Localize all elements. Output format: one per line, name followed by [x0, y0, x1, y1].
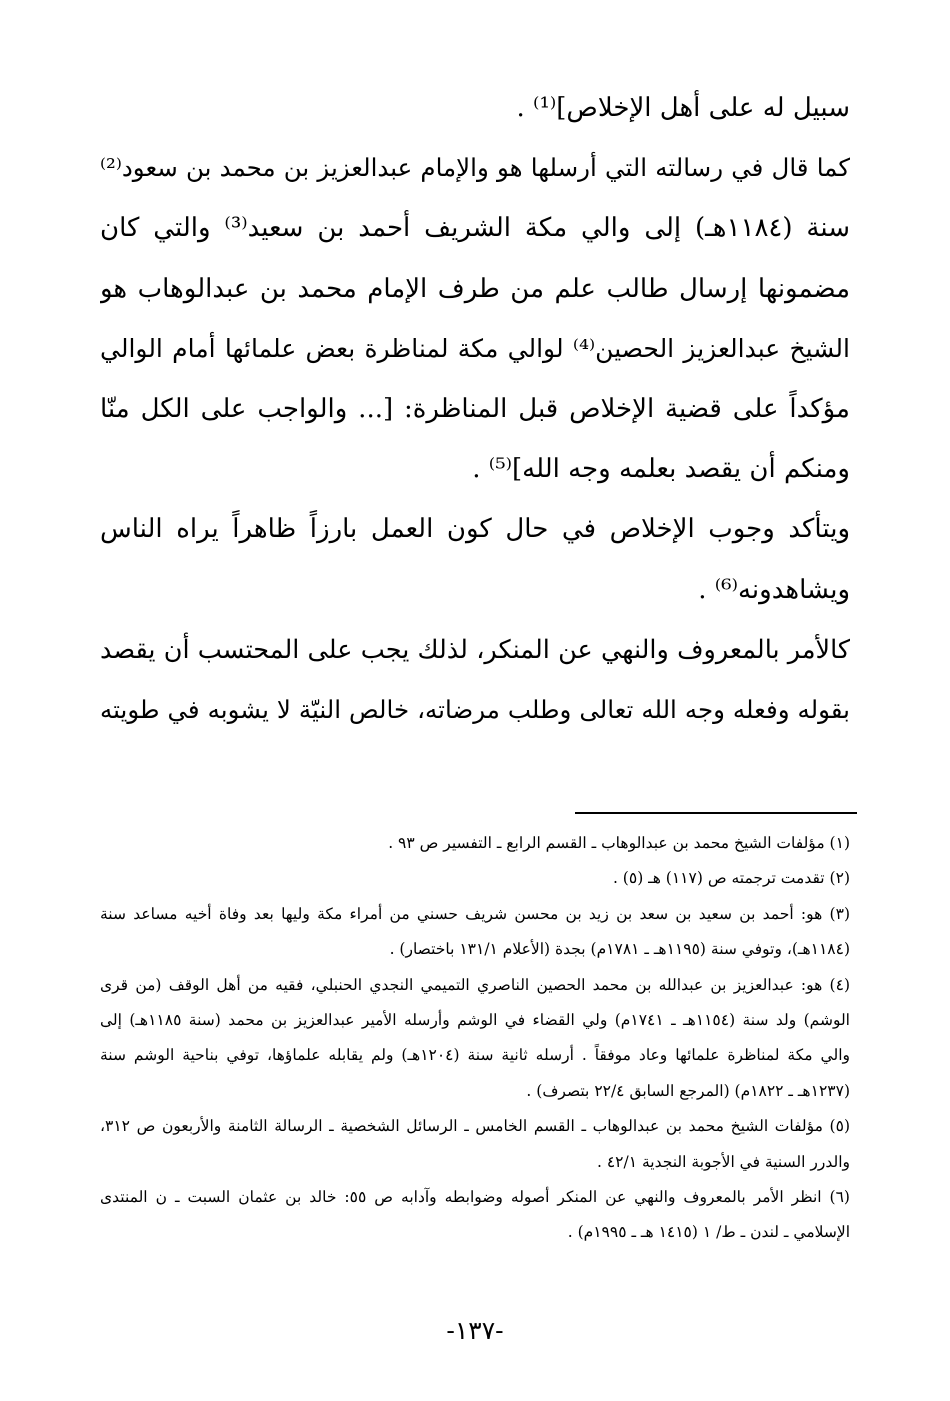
main-line-1: سبيل له على أهل الإخلاص]⁽¹⁾ .	[516, 93, 850, 123]
footnote-line: (٣) هو: أحمد بن سعيد بن سعد بن زيد بن محسن شريف حسني من أمراء مكة وليها بعد وفاة أخيه مساعد سنة	[100, 904, 850, 923]
footnote-line: (٢) تقدمت ترجمته ص (١١٧) هـ (٥) .	[612, 869, 850, 888]
footnote-line: (١١٨٤هـ)، وتوفي سنة (١١٩٥هـ ـ ١٧٨١م) بجدة (الأعلام ١٣١/١ باختصار) .	[389, 940, 850, 959]
footnote-line: الوشم) ولد سنة (١١٥٤هـ ـ ١٧٤١م) ولي القضاء في الوشم وأرسله الأمير عبدالعزيز بن محمد (سنة ١١٨٥هـ) إلى	[100, 1010, 850, 1029]
footnotes	[100, 826, 850, 1251]
footnote-line: والي مكة لمناظرة علمائها وعاد موفقاً . أرسله ثانية سنة (١٢٠٤هـ) ولم يقابله علماؤها، توفي بناحية الوشم سنة	[100, 1046, 850, 1065]
main-line-5: الشيخ عبدالعزيز الحصين⁽⁴⁾ لوالي مكة لمناظرة بعض علمائها أمام الوالي	[100, 333, 850, 363]
main-line-8: ويتأكد وجوب الإخلاص في حال كون العمل بارزاً ظاهراً يراه الناس	[100, 514, 850, 545]
footnote-line: والدرر السنية في الأجوبة النجدية ٤٢/١ .	[597, 1152, 850, 1171]
footnote-line: (١٢٣٧هـ ـ ١٨٢٢م) (المرجع السابق ٢٢/٤ بتصرف) .	[526, 1081, 850, 1100]
main-line-4: مضمونها إرسال طالب علم من طرف الإمام محمد بن عبدالوهاب هو	[100, 273, 850, 304]
footnote-line: (٤) هو: عبدالعزيز بن عبدالله بن محمد الحصين الناصري التميمي النجدي الحنبلي، فقيه من أهل الوقف (من قرى	[100, 975, 850, 994]
main-line-6: مؤكداً على قضية الإخلاص قبل المناظرة: [... والواجب على الكل منّا	[100, 393, 850, 424]
footnote-line: الإسلامي ـ لندن ـ ط/ ١ (١٤١٥ هـ ـ ١٩٩٥م) .	[567, 1223, 850, 1242]
main-line-9: ويشاهدونه⁽⁶⁾ .	[698, 574, 850, 605]
footnote-line: (١) مؤلفات الشيخ محمد بن عبدالوهاب ـ القسم الرابع ـ التفسير ص ٩٣ .	[388, 834, 850, 852]
page-number: -١٣٧-	[446, 1316, 504, 1345]
footnote-line: (٥) مؤلفات الشيخ محمد بن عبدالوهاب ـ القسم الخامس ـ الرسائل الشخصية ـ الرسالة الثامنة والأربعون ص ٣١٢،	[100, 1117, 850, 1136]
main-line-10: كالأمر بالمعروف والنهي عن المنكر، لذلك يجب على المحتسب أن يقصد	[100, 634, 850, 665]
main-text	[100, 78, 850, 740]
main-line-2: كما قال في رسالته التي أرسلها هو والإمام عبدالعزيز بن محمد بن سعود⁽²⁾	[100, 153, 850, 183]
footnote-separator	[575, 812, 857, 814]
main-line-7: ومنكم أن يقصد بعلمه وجه الله]⁽⁵⁾ .	[472, 454, 850, 485]
footnote-line: (٦) انظر الأمر بالمعروف والنهي عن المنكر أصوله وضوابطه وآدابه ص ٥٥: خالد بن عثمان السبت ـ ن المنتدى	[100, 1187, 850, 1206]
main-line-11: بقوله وفعله وجه الله تعالى وطلب مرضاته، خالص النيّة لا يشوبه في طويته	[100, 694, 850, 724]
main-line-3: سنة (١١٨٤هـ) إلى والي مكة الشريف أحمد بن سعيد⁽³⁾ والتي كان	[100, 213, 850, 244]
